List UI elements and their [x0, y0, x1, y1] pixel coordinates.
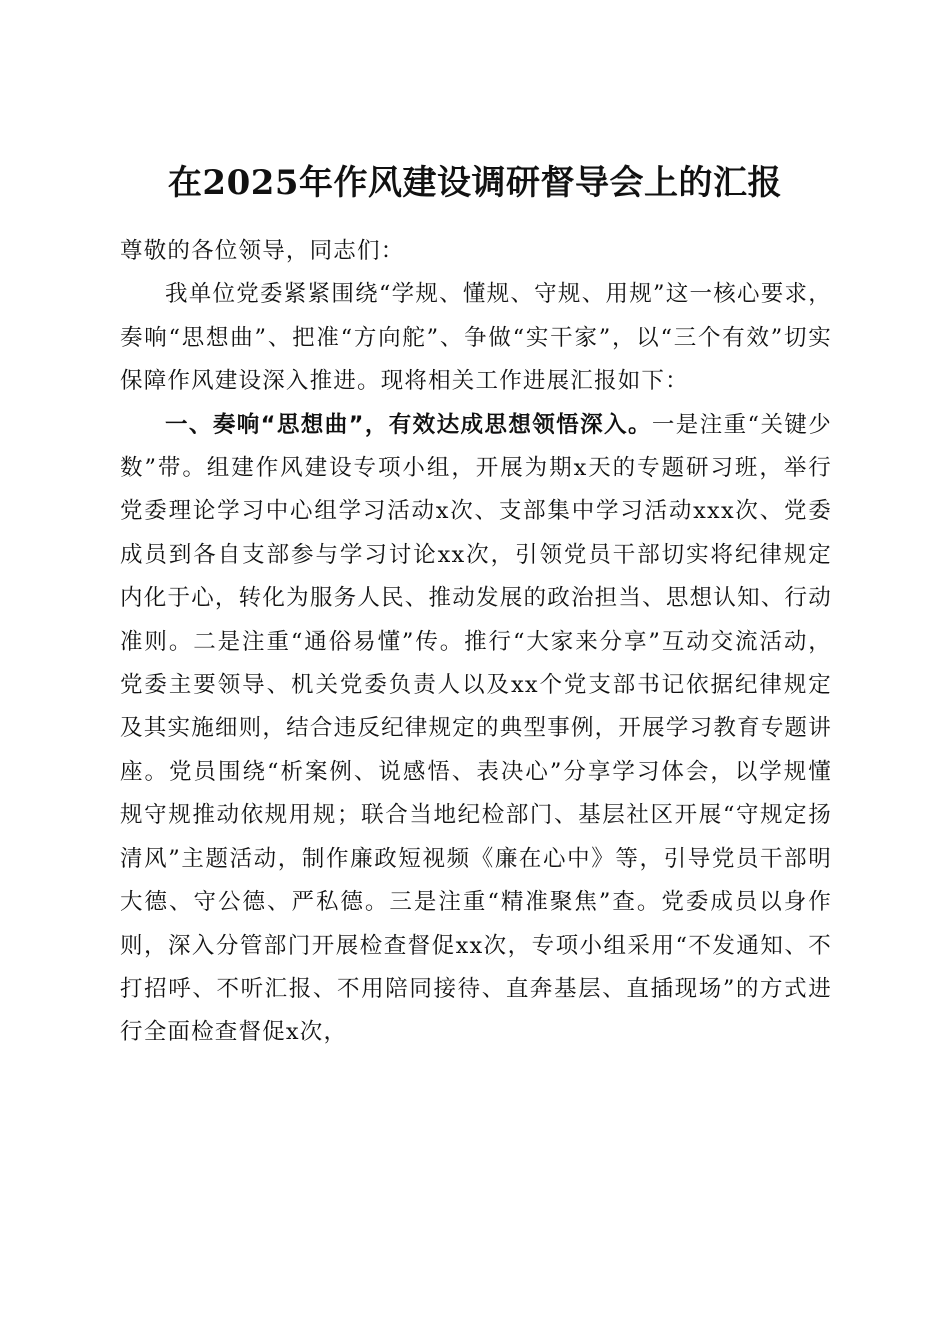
- document-title: 在2025年作风建设调研督导会上的汇报: [167, 162, 783, 203]
- section-1-paragraph: [120, 404, 832, 1055]
- document-body: [120, 230, 832, 1055]
- intro-paragraph: 我单位党委紧紧围绕“学规、懂规、守规、用规”这一核心要求，奏响“思想曲”、把准“方向舵”、争做“实干家”，以“三个有效”切实保障作风建设深入推进。现将相关工作进展汇报如下：: [120, 281, 832, 395]
- section-1-body: 一是注重“关键少数”带。组建作风建设专项小组，开展为期x天的专题研习班，举行党委理论学习中心组学习活动x次、支部集中学习活动xxx次、党委成员到各自支部参与学习讨论xx次，引领党员干部切实将纪律规定内化于心，转化为服务人民、推动发展的政治担当、思想认知、行动准则。二是注重“通俗易懂”传。推行“大家来分享”互动交流活动，党委主要领导、机关党委负责人以及xx个党支部书记依据纪律规定及其实施细则，结合违反纪律规定的典型事例，开展学习教育专题讲座。党员围绕“析案例、说感悟、表决心”分享学习体会，以学规懂规守规推动依规用规；联合当地纪检部门、基层社区开展“守规定扬清风”主题活动，制作廉政短视频《廉在心中》等，引导党员干部明大德、守公德、严私德。三是注重“精准聚焦”查。党委成员以身作则，深入分管部门开展检查督促xx次，专项小组采用“不发通知、不打招呼、不听汇报、不用陪同接待、直奔基层、直插现场”的方式进行全面检查督促x次，: [120, 411, 832, 1046]
- salutation: 尊敬的各位领导，同志们：: [120, 238, 405, 264]
- section-1-heading: 一、奏响“思想曲”，有效达成思想领悟深入。: [165, 411, 652, 438]
